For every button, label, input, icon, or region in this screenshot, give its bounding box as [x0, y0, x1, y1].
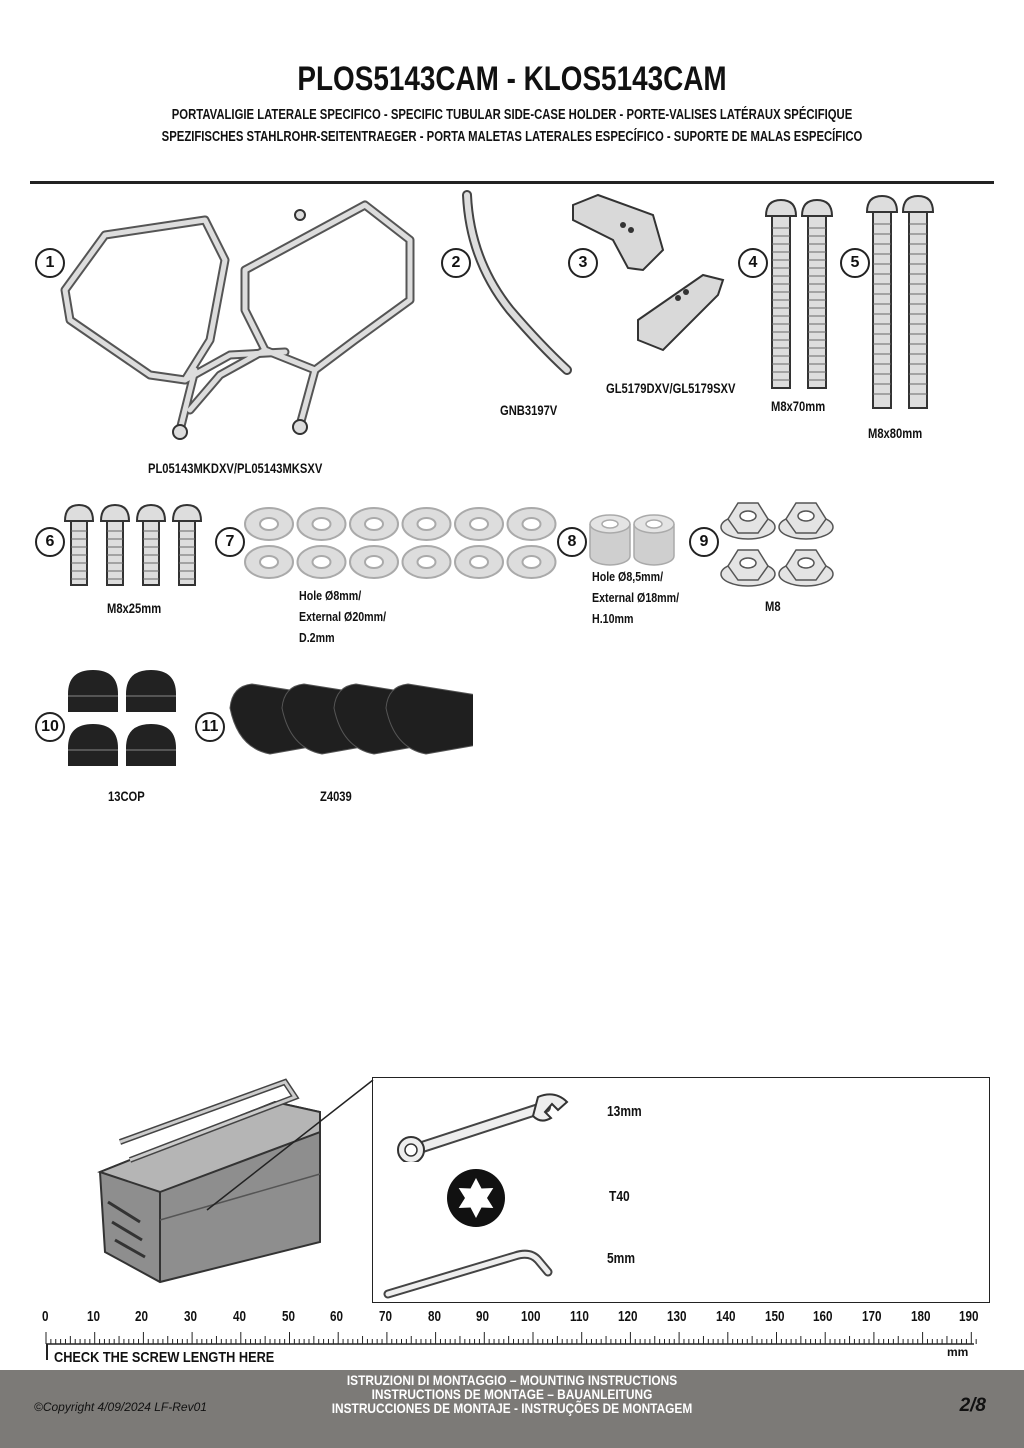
ruler-label: 190 [959, 1308, 979, 1325]
sleeve-set-icon [228, 678, 473, 763]
ruler-label: 30 [184, 1308, 198, 1325]
ruler-label: 20 [135, 1308, 149, 1325]
part-label-6: M8x25mm [107, 600, 162, 616]
ruler-label: 40 [232, 1308, 246, 1325]
part-label-9: M8 [765, 598, 781, 614]
ruler-label: 100 [521, 1308, 541, 1325]
washer-hole [365, 518, 383, 530]
washer-hole [418, 518, 436, 530]
nut-hole [798, 511, 814, 521]
part-number-2: 2 [441, 248, 471, 278]
ruler-label: 140 [715, 1308, 736, 1325]
ruler-label: 0 [42, 1308, 49, 1325]
copyright: ©Copyright 4/09/2024 LF-Rev01 [34, 1400, 207, 1414]
part-number-1: 1 [35, 248, 65, 278]
part-label-4: M8x70mm [771, 398, 826, 414]
ruler-unit: mm [947, 1345, 969, 1359]
part-label-5: M8x80mm [868, 425, 923, 441]
torx-icon [446, 1168, 506, 1228]
ruler-label: 160 [813, 1308, 833, 1325]
tool-label-13mm: 13mm [607, 1103, 642, 1120]
washer-hole [365, 556, 383, 568]
washer-hole [523, 556, 541, 568]
part-number-11: 11 [195, 712, 225, 742]
ruler-note: CHECK THE SCREW LENGTH HERE [54, 1349, 275, 1366]
nut-hole [740, 511, 756, 521]
part-label-3: GL5179DXV/GL5179SXV [606, 380, 736, 396]
part-label-11: Z4039 [320, 788, 352, 804]
cap-set-icon [63, 668, 183, 778]
ruler-label: 60 [330, 1308, 344, 1325]
part-label-10: 13COP [108, 788, 145, 804]
ruler-label: 70 [378, 1308, 392, 1325]
part-number-9: 9 [689, 527, 719, 557]
ruler-label: 130 [667, 1308, 687, 1325]
ruler-label: 170 [861, 1308, 882, 1325]
nut-set-icon [718, 494, 838, 594]
subtitle-line-1: PORTAVALIGIE LATERALE SPECIFICO - SPECIFIC TUBULAR SIDE-CASE HOLDER - PORTE-VALISES LATÉRAUX SPÉCIFIQUE [171, 107, 853, 123]
washer-set-icon [243, 505, 561, 583]
part-number-5: 5 [840, 248, 870, 278]
ruler-label: 50 [281, 1308, 295, 1325]
screw-set-icon [62, 503, 212, 588]
ruler-label: 180 [910, 1308, 931, 1325]
ruler-label: 80 [427, 1308, 441, 1325]
combination-wrench-icon [395, 1092, 575, 1162]
ruler-start-marker [46, 1344, 48, 1360]
side-case-holder-frames-icon [55, 200, 425, 450]
footer-line-2: INSTRUCTIONS DE MONTAGE – BAUANLEITUNG [371, 1386, 653, 1402]
nut-hole [798, 558, 814, 568]
washer-hole [470, 518, 488, 530]
mounting-plates-icon [568, 190, 728, 360]
part-number-3: 3 [568, 248, 598, 278]
callout-line-icon [205, 1078, 375, 1213]
ruler-label: 120 [618, 1308, 638, 1325]
part-label-7-line-3: D.2mm [299, 630, 335, 645]
part-label-2: GNB3197V [500, 402, 558, 418]
part-number-8: 8 [557, 527, 587, 557]
header-divider [30, 181, 994, 184]
washer-hole [523, 518, 541, 530]
part-number-10: 10 [35, 712, 65, 742]
washer-hole [260, 518, 278, 530]
ruler-label: 110 [569, 1308, 589, 1325]
curved-bar-icon [455, 190, 585, 385]
part-number-4: 4 [738, 248, 768, 278]
part-label-8-line-2: External Ø18mm/ [592, 590, 680, 605]
subtitle-line-2: SPEZIFISCHES STAHLROHR-SEITENTRAEGER - PORTA MALETAS LATERALES ESPECÍFICO - SUPORTE DE MALAS ESPECÍFICO [161, 129, 863, 145]
footer-line-1: ISTRUZIONI DI MONTAGGIO – MOUNTING INSTRUCTIONS [346, 1372, 678, 1388]
ruler-label: 90 [476, 1308, 490, 1325]
washer-hole [313, 518, 331, 530]
page-title: PLOS5143CAM - KLOS5143CAM [297, 60, 727, 98]
page-number: 2/8 [959, 1395, 986, 1416]
part-label-1: PL05143MKDXV/PL05143MKSXV [148, 460, 323, 476]
tool-label-5mm: 5mm [607, 1250, 636, 1267]
tool-label-t40: T40 [609, 1188, 630, 1205]
washer-hole [260, 556, 278, 568]
part-label-8-line-3: H.10mm [592, 611, 634, 626]
washer-hole [313, 556, 331, 568]
ruler-label: 150 [764, 1308, 785, 1325]
screw-pair-icon [863, 194, 938, 414]
washer-hole [418, 556, 436, 568]
spacer-pair-icon [588, 512, 680, 568]
footer-line-3: INSTRUCCIONES DE MONTAJE - INSTRUÇÕES DE MONTAGEM [331, 1400, 693, 1416]
part-label-8-line-1: Hole Ø8,5mm/ [592, 569, 664, 584]
part-label-7-line-1: Hole Ø8mm/ [299, 588, 362, 603]
part-number-7: 7 [215, 527, 245, 557]
part-label-7-line-2: External Ø20mm/ [299, 609, 387, 624]
screw-pair-icon [762, 198, 837, 393]
nut-hole [740, 558, 756, 568]
ruler-label: 10 [86, 1308, 100, 1325]
washer-hole [470, 556, 488, 568]
part-number-6: 6 [35, 527, 65, 557]
hex-key-icon [380, 1242, 560, 1302]
